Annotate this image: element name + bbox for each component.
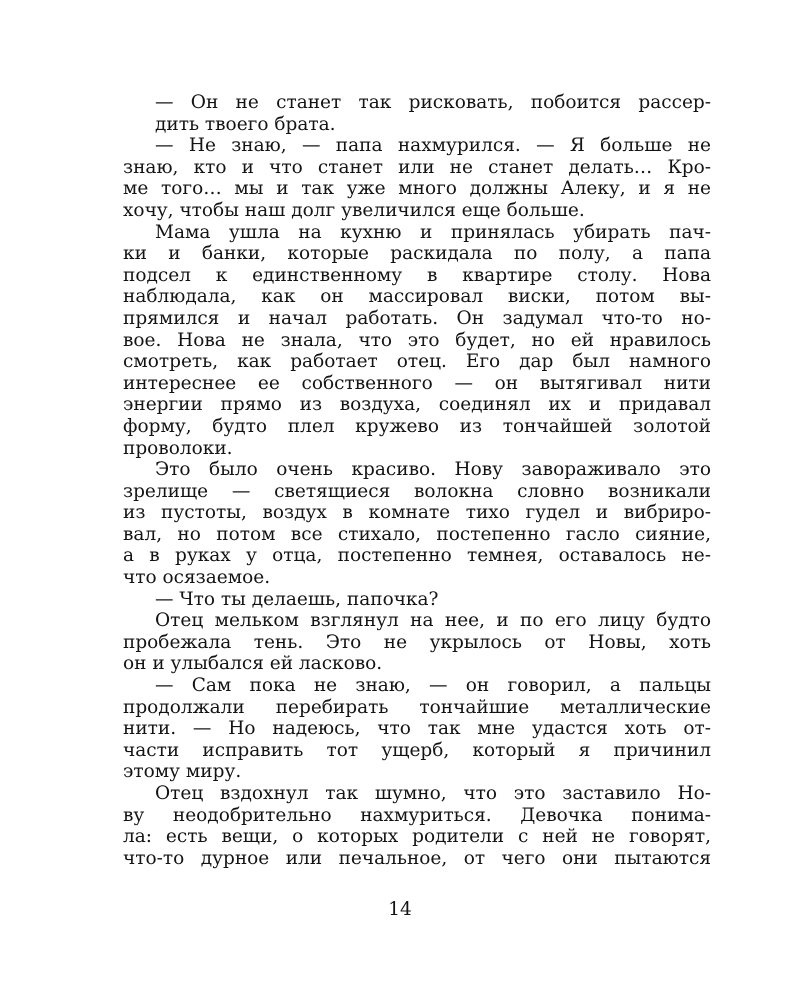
text-line: продолжали перебирать тончайшие металлические (123, 696, 711, 718)
text-line: ву неодобрительно нахмуриться. Девочка понима- (123, 804, 711, 826)
text-line: что-то дурное или печальное, от чего они пытаются (123, 847, 711, 869)
text-line: вое. Нова не знала, что это будет, но ей нравилось (123, 329, 711, 351)
text-line: — Он не станет так рисковать, побоится рассер- (155, 92, 711, 113)
page-number: 14 (388, 899, 412, 920)
text-line: ме того… мы и так уже много должны Алеку, и я не (123, 178, 711, 200)
text-line: подсел к единственному в квартире столу. Нова (123, 264, 711, 286)
text-line: смотреть, как работает отец. Его дар был намного (123, 351, 711, 373)
text-line: наблюдала, как он массировал виски, потом вы- (123, 286, 711, 308)
text-line: интереснее ее собственного — он вытягивал нити (123, 372, 711, 394)
text-line: хочу, чтобы наш долг увеличился еще больше. (123, 199, 585, 221)
text-line: вал, но потом все стихало, постепенно гасло сияние, (123, 523, 711, 545)
text-line: а в руках у отца, постепенно темнея, оставалось не- (123, 545, 711, 567)
text-line: он и улыбался ей ласково. (123, 653, 383, 675)
body-text (123, 92, 711, 869)
text-line: что осязаемое. (123, 567, 271, 589)
text-line: из пустоты, воздух в комнате тихо гудел и вибриро- (123, 502, 711, 524)
text-line: — Сам пока не знаю, — он говорил, а пальцы (155, 675, 711, 697)
text-line: прямился и начал работать. Он задумал что-то но- (123, 307, 711, 329)
text-line: зрелище — светящиеся волокна словно возникали (123, 480, 711, 502)
text-line: нити. — Но надеюсь, что так мне удастся хоть от- (123, 718, 711, 740)
text-line: ки и банки, которые раскидала по полу, а папа (123, 243, 711, 265)
text-line: энергии прямо из воздуха, соединял их и придавал (123, 394, 711, 416)
text-line: дить твоего брата. (155, 113, 336, 135)
text-line: Это было очень красиво. Нову завораживало это (155, 459, 711, 481)
text-line: — Что ты делаешь, папочка? (155, 588, 439, 610)
text-line: ла: есть вещи, о которых родители с ней не говорят, (123, 826, 711, 848)
text-line: Отец мельком взглянул на нее, и по его лицу будто (155, 610, 711, 632)
text-line: этому миру. (123, 761, 242, 783)
text-line: Отец вздохнул так шумно, что это заставило Но- (155, 783, 711, 804)
text-line: проволоки. (123, 437, 233, 459)
text-line: форму, будто плел кружево из тончайшей золотой (123, 415, 711, 437)
text-line: — Не знаю, — папа нахмурился. — Я больше не (155, 135, 711, 157)
text-line: Мама ушла на кухню и принялась убирать пач- (155, 221, 711, 243)
text-line: пробежала тень. Это не укрылось от Новы, хоть (123, 631, 711, 653)
text-line: знаю, кто и что станет или не станет делать… Кро- (123, 156, 711, 178)
text-line: части исправить тот ущерб, который я причинил (123, 739, 711, 761)
